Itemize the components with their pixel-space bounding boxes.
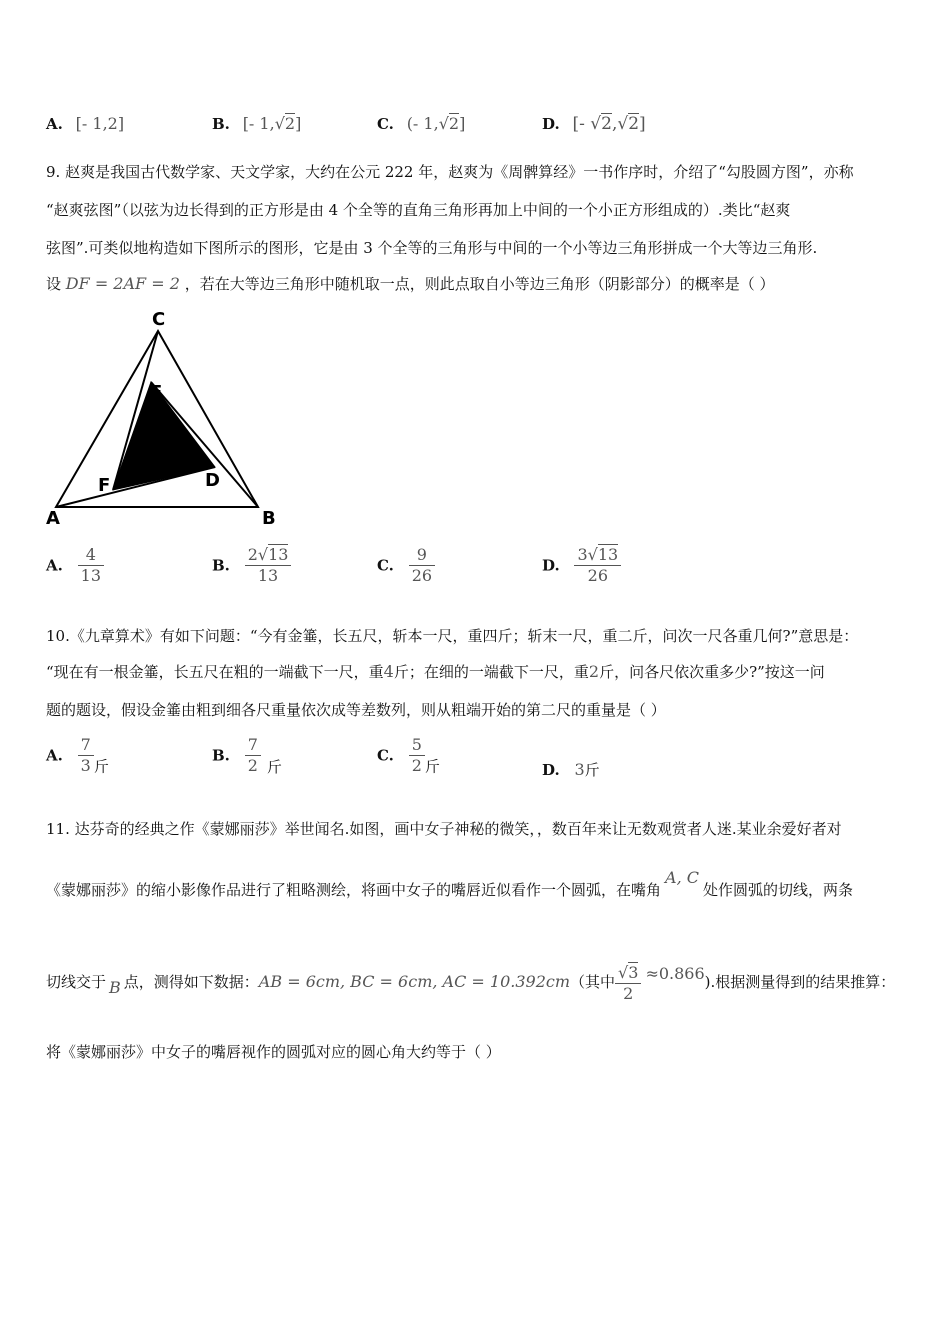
q9-option-a[interactable]: A. $\frac{4}{13}$ [46,545,104,586]
label-d: D [205,470,220,491]
q10-option-b[interactable]: B. $\frac{7}{2}$ 斤 [212,735,282,776]
q8-option-a[interactable]: A. [- 1,2] [46,114,125,133]
q9-option-b[interactable]: B. $\frac{2√13}{13}$ [212,545,291,586]
q9-line-1: 9. 赵爽是我国古代数学家、天文学家，大约在公元 222 年，赵爽为《周髀算经》一书作序时，介绍了“勾股圆方图”，亦称 [46,163,854,181]
q11-line-2: 《蒙娜丽莎》的缩小影像作品进行了粗略测绘，将画中女子的嘴唇近似看作一个圆弧，在嘴角A, C处作圆弧的切线，两条 [46,868,853,899]
q10-line-3: 题的题设，假设金箠由粗到细各尺重量依次成等差数列，则从粗端开始的第二尺的重量是（ ） [46,701,666,719]
q10-option-c[interactable]: C. $\frac{5}{2}$ 斤 [377,735,440,776]
q8-option-c[interactable]: C. (- 1,√2] [377,114,466,133]
q9-line-4: 设 DF = 2AF = 2 ，若在大等边三角形中随机取一点，则此点取自小等边三角形（阴影部分）的概率是（ ） [46,274,775,293]
q9-option-d[interactable]: D. $\frac{3√13}{26}$ [542,545,621,586]
q9-line-3: 弦图”.可类似地构造如下图所示的图形，它是由 3 个全等的三角形与中间的一个小等边三角形拼成一个大等边三角形. [46,239,818,257]
label-a: A [46,508,60,529]
q9-line-2: “赵爽弦图”（以弦为边长得到的正方形是由 4 个全等的直角三角形再加上中间的一个小正方形组成的）.类比“赵爽 [46,201,791,219]
q10-line-1: 10.《九章算术》有如下问题：“今有金箠，长五尺，斩本一尺，重四斤；斩末一尺，重二斤，问次一尺各重几何?”意思是： [46,627,859,645]
label-c: C [152,309,166,330]
q10-option-d[interactable]: D. 3斤 [542,760,600,779]
q8-option-a-value: [- 1,2] [75,114,125,133]
q11-line-1: 11. 达芬奇的经典之作《蒙娜丽莎》举世闻名.如图，画中女子神秘的微笑，，数百年来让无数观赏者人迷.某业余爱好者对 [46,820,842,838]
q8-option-d[interactable]: D. [- √2,√2] [542,114,646,134]
label-e: E [150,382,163,403]
q10-option-a[interactable]: A. $\frac{7}{3}$ 斤 [46,735,109,776]
q9-condition-formula: DF = 2AF = 2 [65,274,180,293]
q11-line-3: 切线交于 B 点，测得如下数据：AB = 6cm, BC = 6cm, AC = 10.392cm（其中 $\frac{√3}{2}$ ≈0.866).根据测量得到的结果推算： [46,962,896,1003]
q9-option-c[interactable]: C. $\frac{9}{26}$ [377,545,435,586]
label-f: F [98,475,111,496]
q10-line-2: “现在有一根金箠，长五尺在粗的一端截下一尺，重4斤；在细的一端截下一尺，重2斤，问各尺依次重多少?”按这一问 [46,662,825,681]
q9-triangle-figure [40,300,290,532]
label-b: B [262,508,276,529]
q8-option-b[interactable]: B. [- 1,√2] [212,114,302,133]
q11-line-4: 将《蒙娜丽莎》中女子的嘴唇视作的圆弧对应的圆心角大约等于（ ） [46,1043,501,1061]
